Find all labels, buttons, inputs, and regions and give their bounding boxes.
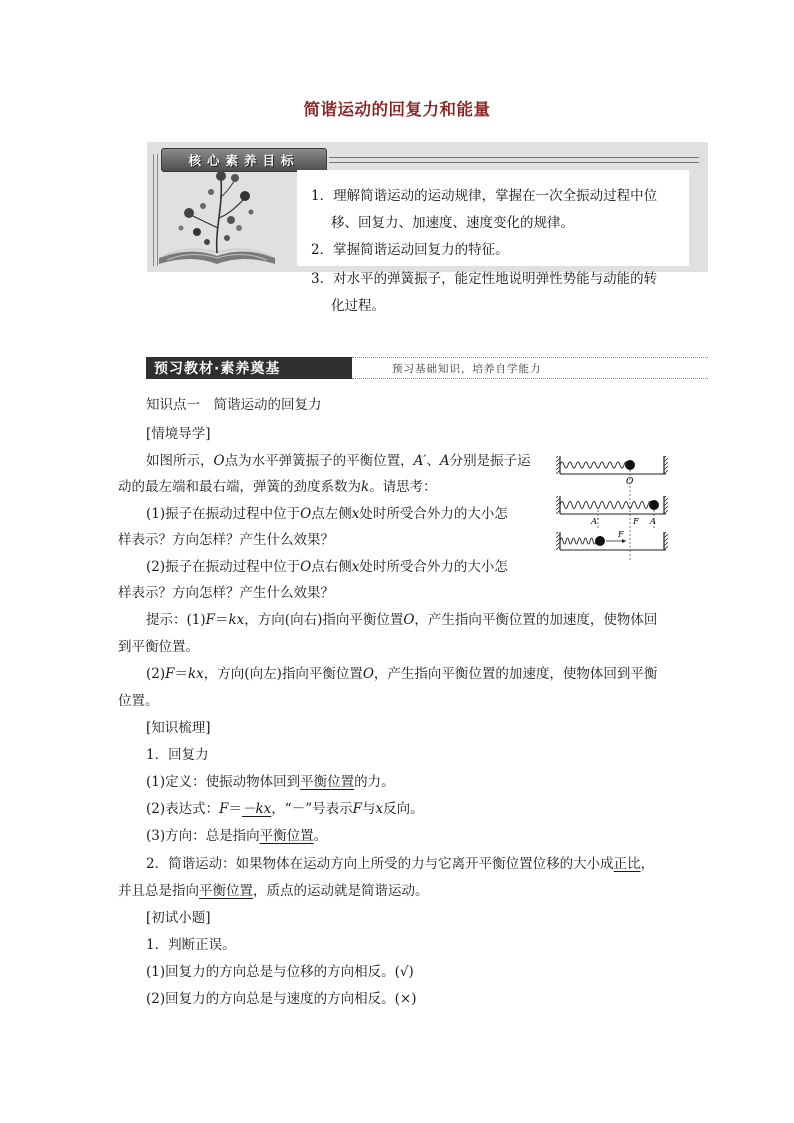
label-f-2: F [618, 530, 624, 539]
book-flower-illustration [151, 158, 283, 270]
paragraph-line-2: 动的最左端和最右端，弹簧的劲度系数为k。请思考： [118, 479, 437, 495]
goals-rule [329, 157, 699, 163]
direction-line: (3)方向：总是指向平衡位置。 [146, 828, 328, 844]
judgement-heading: 1．判断正误。 [146, 937, 236, 953]
quiz-heading: [初试小题] [146, 910, 211, 926]
goal-item-1: 1．理解简谐运动的运动规律，掌握在一次全振动过程中位 [311, 188, 658, 204]
question-1-cont: 样表示？方向怎样？产生什么效果？ [118, 532, 334, 548]
question-2-cont: 样表示？方向怎样？产生什么效果？ [118, 585, 334, 601]
goals-banner-label: 核心素养目标 [188, 153, 300, 168]
knowledge-point-1: 知识点一 简谐运动的回复力 [146, 397, 322, 413]
goal-item-1-cont: 移、回复力、加速度、速度变化的规律。 [331, 215, 574, 231]
review-heading: [知识梳理] [146, 720, 211, 736]
section-subtitle-bar [352, 357, 708, 379]
goal-item-3: 3．对水平的弹簧振子，能定性地说明弹性势能与动能的转 [311, 271, 658, 287]
label-a: A [650, 517, 657, 527]
judgement-item-1: (1)回复力的方向总是与位移的方向相反。(√) [146, 964, 414, 980]
shm-definition: 2．简谐运动：如果物体在运动方向上所受的力与它离开平衡位置位移的大小成正比， [146, 856, 655, 872]
label-f: F [633, 517, 639, 527]
section-label: 预习教材·素养奠基 [154, 361, 281, 377]
page-title: 简谐运动的回复力和能量 [303, 100, 491, 119]
label-a-prime: A′ [591, 517, 600, 527]
expression-line: (2)表达式：F＝－kx，“－”号表示F与x反向。 [146, 801, 424, 817]
judgement-item-2: (2)回复力的方向总是与速度的方向相反。(×) [146, 991, 417, 1007]
spring-oscillator-figure [556, 450, 670, 562]
hint-1: 提示：(1)F＝kx，方向(向右)指向平衡位置O，产生指向平衡位置的加速度，使物体回 [146, 612, 658, 628]
situation-heading: [情境导学] [146, 426, 211, 442]
goal-item-3-cont: 化过程。 [331, 298, 385, 314]
restoring-force-heading: 1．回复力 [146, 747, 209, 763]
shm-definition-cont: 并且总是指向平衡位置，质点的运动就是简谐运动。 [118, 883, 429, 899]
question-1: (1)振子在振动过程中位于O点左侧x处时所受合外力的大小怎 [146, 506, 508, 522]
section-header [146, 357, 352, 379]
hint-2-cont: 位置。 [118, 693, 159, 709]
paragraph-line-1: 如图所示，O点为水平弹簧振子的平衡位置，A′、A分别是振子运 [146, 453, 531, 469]
hint-2: (2)F＝kx，方向(向左)指向平衡位置O，产生指向平衡位置的加速度，使物体回到平衡 [146, 666, 658, 682]
question-2: (2)振子在振动过程中位于O点右侧x处时所受合外力的大小怎 [146, 559, 508, 575]
definition-line: (1)定义：使振动物体回到平衡位置的力。 [146, 774, 395, 790]
label-o: O [626, 477, 634, 487]
hint-1-cont: 到平衡位置。 [118, 639, 199, 655]
goal-item-2: 2．掌握简谐运动回复力的特征。 [311, 242, 509, 258]
section-subtitle: 预习基础知识，培养自学能力 [392, 362, 542, 375]
